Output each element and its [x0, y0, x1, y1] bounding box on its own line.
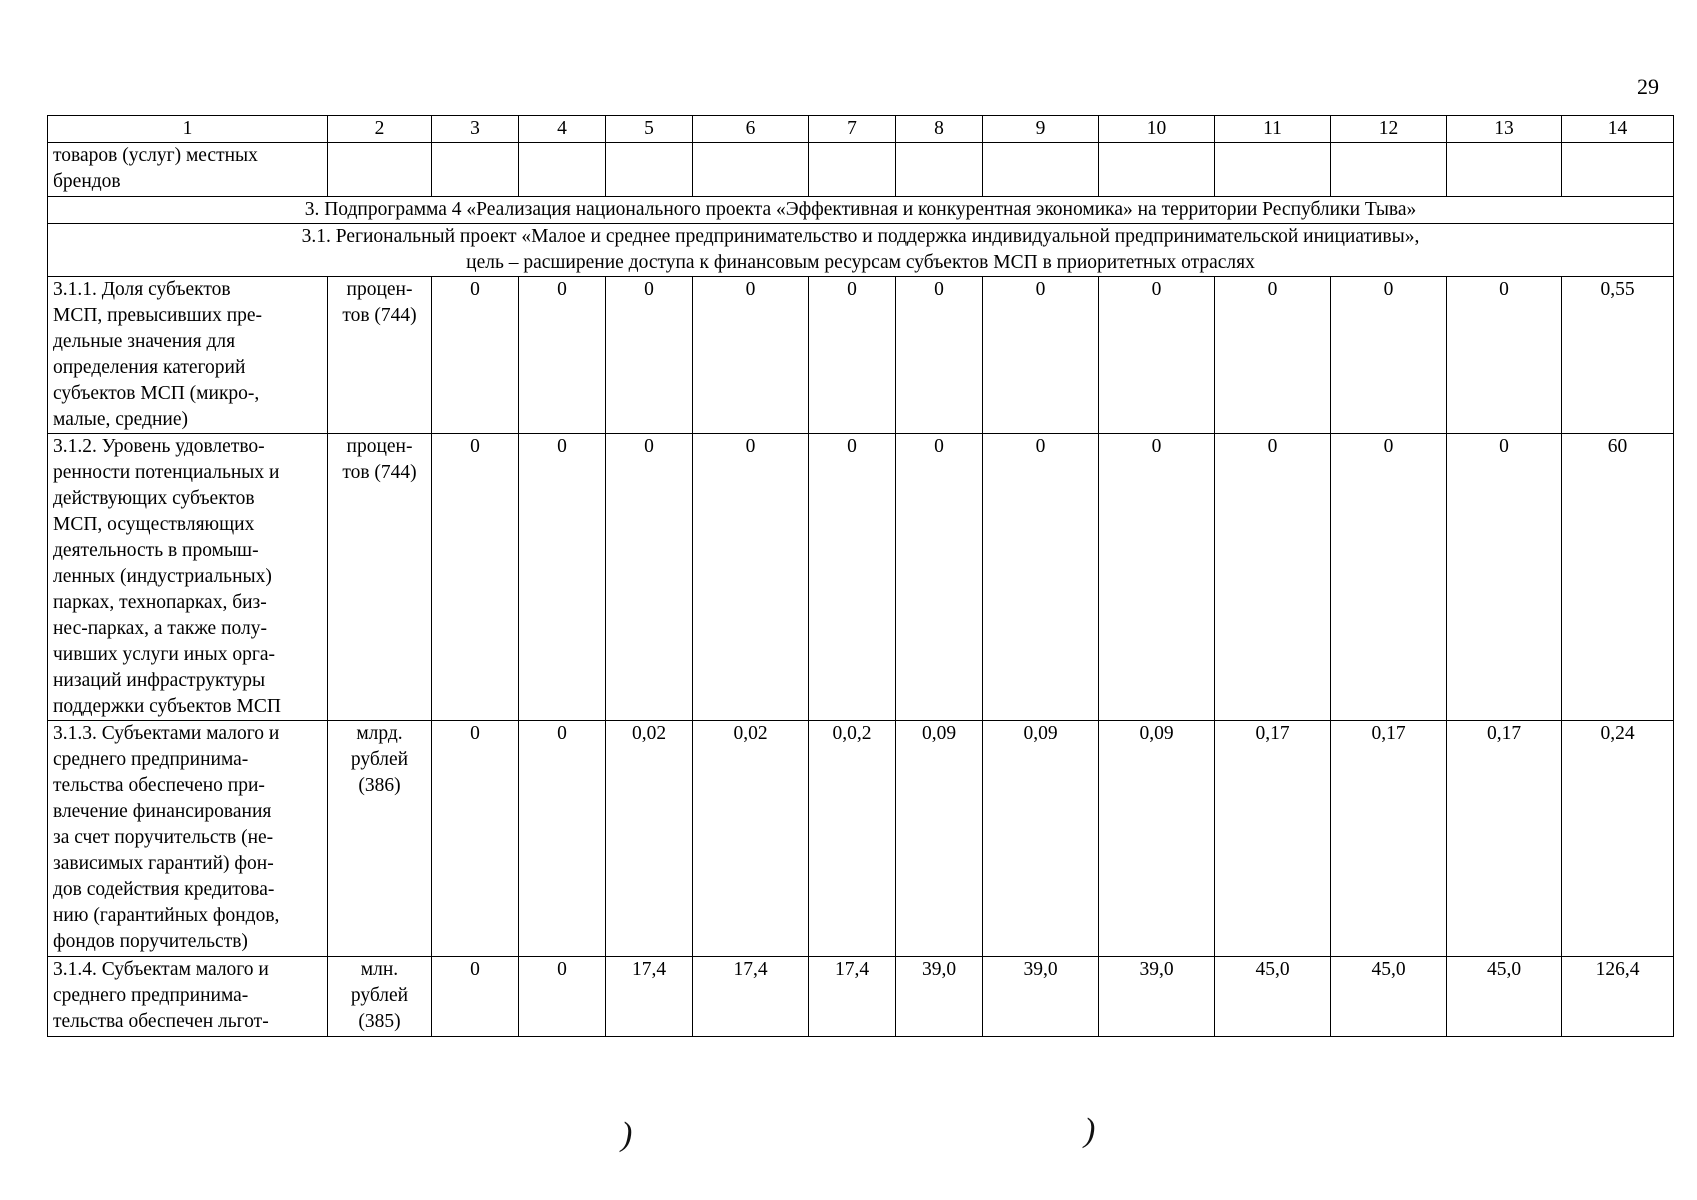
value-cell: 0	[432, 721, 519, 957]
table-row	[48, 434, 1674, 721]
value-cell: 0	[983, 434, 1099, 721]
subprogram-heading: 3. Подпрограмма 4 «Реализация национального проекта «Эффективная и конкурентная экономика» на территории Республики Тыва»	[48, 197, 1674, 224]
column-number: 3	[432, 116, 519, 143]
indicator-name: товаров (услуг) местных брендов	[48, 143, 328, 197]
value-cell: 0,09	[1099, 721, 1215, 957]
value-cell: 0,17	[1447, 721, 1562, 957]
indicator-name: 3.1.3. Субъектами малого и среднего предпринима- тельства обеспечено при- влечение финансирования за счет поручительств (не- зависимых гарантий) фон- дов содействия кредитова- нию (гарантийных фондов, фондов поручительств)	[48, 721, 328, 957]
value-cell: 0	[606, 277, 693, 434]
value-cell: 0,02	[606, 721, 693, 957]
value-cell: 0,17	[1331, 721, 1447, 957]
column-number: 6	[693, 116, 809, 143]
indicator-name: 3.1.1. Доля субъектов МСП, превысивших пре- дельные значения для определения категорий субъектов МСП (микро-, малые, средние)	[48, 277, 328, 434]
value-cell: 0	[1331, 277, 1447, 434]
empty-cell	[1331, 143, 1447, 197]
value-cell: 0,17	[1215, 721, 1331, 957]
column-number: 4	[519, 116, 606, 143]
table-row	[48, 277, 1674, 434]
value-cell: 0	[1447, 434, 1562, 721]
value-cell: 0	[432, 434, 519, 721]
value-cell: 0	[809, 277, 896, 434]
value-cell: 0	[809, 434, 896, 721]
value-cell: 0	[1215, 434, 1331, 721]
value-cell: 0,09	[896, 721, 983, 957]
column-number: 13	[1447, 116, 1562, 143]
table-row	[48, 721, 1674, 957]
column-number-row	[48, 116, 1674, 143]
value-cell: 0	[1099, 277, 1215, 434]
column-number: 5	[606, 116, 693, 143]
value-cell: 0	[1099, 434, 1215, 721]
value-cell: 45,0	[1331, 957, 1447, 1037]
column-number: 10	[1099, 116, 1215, 143]
value-cell: 0	[1331, 434, 1447, 721]
column-number: 1	[48, 116, 328, 143]
value-cell: 0,0,2	[809, 721, 896, 957]
value-cell: 0	[693, 434, 809, 721]
value-cell: 60	[1562, 434, 1674, 721]
page-number: 29	[1637, 74, 1659, 99]
value-cell: 0	[693, 277, 809, 434]
empty-cell	[896, 143, 983, 197]
empty-cell	[606, 143, 693, 197]
value-cell: 0,24	[1562, 721, 1674, 957]
empty-cell	[1562, 143, 1674, 197]
empty-cell	[1099, 143, 1215, 197]
value-cell: 39,0	[896, 957, 983, 1037]
value-cell: 0	[519, 721, 606, 957]
value-cell: 0,02	[693, 721, 809, 957]
section-row	[48, 197, 1674, 224]
column-number: 14	[1562, 116, 1674, 143]
value-cell: 17,4	[693, 957, 809, 1037]
empty-cell	[983, 143, 1099, 197]
column-number: 7	[809, 116, 896, 143]
value-cell: 0	[1215, 277, 1331, 434]
value-cell: 0	[896, 277, 983, 434]
unit-cell: процен- тов (744)	[328, 434, 432, 721]
value-cell: 126,4	[1562, 957, 1674, 1037]
value-cell: 17,4	[606, 957, 693, 1037]
section-row	[48, 224, 1674, 277]
unit-cell: процен- тов (744)	[328, 277, 432, 434]
value-cell: 39,0	[983, 957, 1099, 1037]
table-row	[48, 957, 1674, 1037]
empty-cell	[432, 143, 519, 197]
value-cell: 0	[1447, 277, 1562, 434]
scan-mark: )	[1084, 1112, 1096, 1149]
value-cell: 45,0	[1215, 957, 1331, 1037]
continued-row	[48, 143, 1674, 197]
empty-cell	[809, 143, 896, 197]
value-cell: 0	[432, 957, 519, 1037]
indicator-name: 3.1.2. Уровень удовлетво- ренности потенциальных и действующих субъектов МСП, осуществляющих деятельность в промыш- ленных (индустриальных) парках, технопарках, биз- нес-парках, а также полу- чивших услуги иных орга- низаций инфраструктуры поддержки субъектов МСП	[48, 434, 328, 721]
indicator-name: 3.1.4. Субъектам малого и среднего предпринима- тельства обеспечен льгот-	[48, 957, 328, 1037]
empty-cell	[1215, 143, 1331, 197]
unit-cell: млн. рублей (385)	[328, 957, 432, 1037]
empty-cell	[519, 143, 606, 197]
value-cell: 0	[432, 277, 519, 434]
column-number: 11	[1215, 116, 1331, 143]
column-number: 8	[896, 116, 983, 143]
value-cell: 0	[896, 434, 983, 721]
unit-cell: млрд. рублей (386)	[328, 721, 432, 957]
regional-project-heading: 3.1. Региональный проект «Малое и среднее предпринимательство и поддержка индивидуальной предпринимательской инициативы», цель – расширение доступа к финансовым ресурсам субъектов МСП в приоритетных отраслях	[48, 224, 1674, 277]
column-number: 9	[983, 116, 1099, 143]
column-number: 12	[1331, 116, 1447, 143]
scan-mark: )	[621, 1116, 633, 1153]
column-number: 2	[328, 116, 432, 143]
indicators-table	[47, 115, 1674, 1037]
empty-cell	[1447, 143, 1562, 197]
value-cell: 17,4	[809, 957, 896, 1037]
value-cell: 45,0	[1447, 957, 1562, 1037]
empty-cell	[693, 143, 809, 197]
value-cell: 0	[519, 957, 606, 1037]
value-cell: 39,0	[1099, 957, 1215, 1037]
empty-cell	[328, 143, 432, 197]
value-cell: 0	[519, 434, 606, 721]
value-cell: 0,09	[983, 721, 1099, 957]
value-cell: 0	[606, 434, 693, 721]
value-cell: 0,55	[1562, 277, 1674, 434]
value-cell: 0	[519, 277, 606, 434]
value-cell: 0	[983, 277, 1099, 434]
